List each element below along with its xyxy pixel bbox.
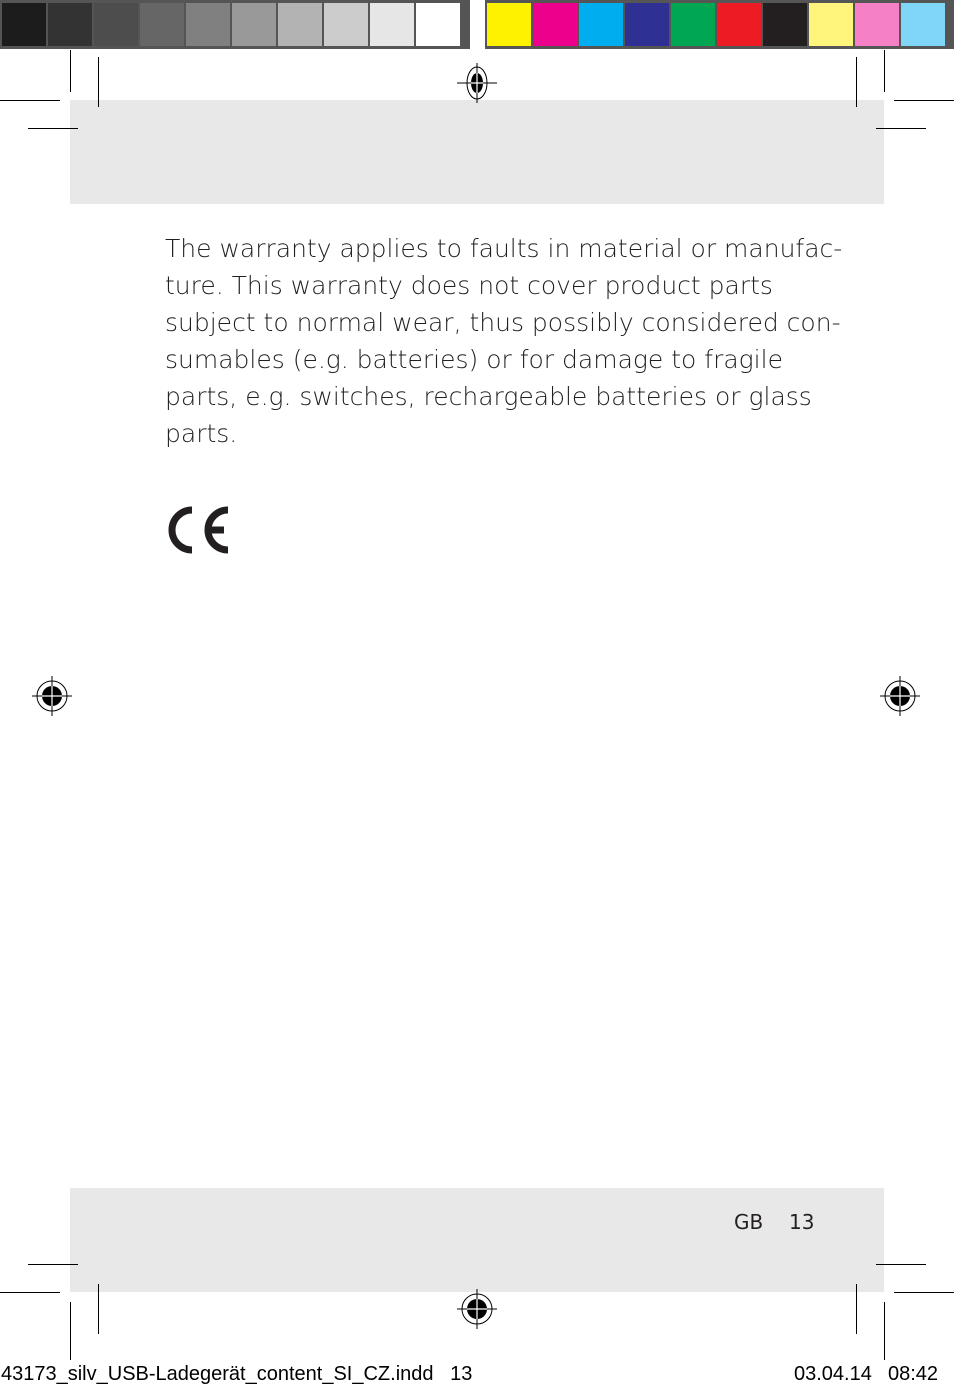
footer-band (70, 1188, 884, 1292)
color-swatch (48, 3, 92, 46)
color-swatch (140, 3, 184, 46)
ce-mark-icon (164, 506, 232, 554)
slug-time: 08:42 (888, 1363, 939, 1385)
slug-filename: 43173_silv_USB-Ladegerät_content_SI_CZ.indd 13 (1, 1363, 473, 1385)
color-swatch (278, 3, 322, 46)
grayscale-bar (0, 0, 470, 49)
language-label: GB (734, 1210, 764, 1234)
text-line: parts. (165, 419, 238, 448)
color-swatch (671, 3, 715, 46)
color-swatch (2, 3, 46, 46)
text-line: subject to normal wear, thus possibly considered con- (165, 308, 841, 337)
color-swatch (232, 3, 276, 46)
color-swatch (533, 3, 577, 46)
page-number: 13 (789, 1210, 815, 1234)
header-band (70, 100, 884, 204)
color-swatch (579, 3, 623, 46)
text-line: parts, e.g. switches, rechargeable batteries or glass (165, 382, 812, 411)
slug-date: 03.04.14 (794, 1363, 872, 1385)
color-swatch (186, 3, 230, 46)
color-swatch (370, 3, 414, 46)
color-swatch (625, 3, 669, 46)
color-bar (485, 0, 954, 49)
text-line: ture. This warranty does not cover product parts (165, 271, 773, 300)
color-swatch (763, 3, 807, 46)
registration-mark-icon (880, 676, 920, 716)
color-swatch (855, 3, 899, 46)
color-swatch (717, 3, 761, 46)
registration-mark-icon (32, 676, 72, 716)
color-swatch (324, 3, 368, 46)
color-swatch (809, 3, 853, 46)
text-line: sumables (e.g. batteries) or for damage to fragile (165, 345, 783, 374)
color-swatch (416, 3, 460, 46)
warranty-text (165, 230, 842, 452)
color-swatch (901, 3, 945, 46)
registration-mark-icon (457, 1289, 497, 1329)
text-line: The warranty applies to faults in material or manufac- (165, 234, 843, 263)
registration-mark-icon (457, 63, 497, 103)
color-swatch (487, 3, 531, 46)
color-swatch (94, 3, 138, 46)
